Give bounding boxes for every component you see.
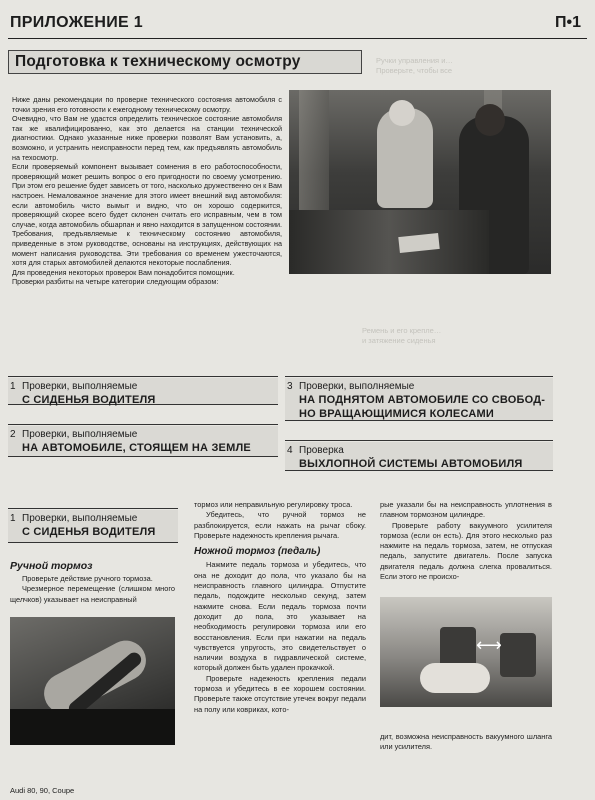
section-title: Подготовка к техническому осмотру: [15, 53, 301, 70]
brake-pedal-photo: [380, 597, 552, 707]
category-top-rule: [8, 376, 278, 377]
category-line2: С СИДЕНЬЯ ВОДИТЕЛЯ: [22, 394, 156, 406]
category-2: [8, 426, 278, 457]
intro-paragraph: Если проверяемый компонент вызывает сомнения в его работоспособности, проверяющий может решить вопрос о его пригодности по своему усмотрению. При этом его решение будет зависеть от того, насколько дружественно он к Вам настроен. Немаловажное значение для этого имеет внешний вид автомобиля: если автомобиль чисто вымыт и видно, что он хорошо содержится, проверяющий скорее всего будет склонен считать его исправным, чем в том случае, когда автомобиль обшарпан и явно находится в запущенном состоянии.: [12, 162, 282, 229]
category-line1: Проверки, выполняемые: [22, 429, 138, 440]
handbrake-heading: Ручной тормоз: [10, 560, 93, 572]
column-3-text: [380, 500, 552, 582]
category-number: 1: [10, 381, 16, 392]
category-number: 3: [287, 381, 293, 392]
intro-text: [12, 95, 282, 287]
category-line2: НА АВТОМОБИЛЕ, СТОЯЩЕМ НА ЗЕМЛЕ: [22, 442, 251, 454]
category-line1: Проверки, выполняемые: [22, 381, 138, 392]
category-top-rule: [285, 376, 553, 377]
intro-paragraph: Для проведения некоторых проверок Вам понадобится помощник.: [12, 267, 235, 277]
section1-heading: [8, 510, 178, 543]
bleed-line: Проверьте, чтобы все: [376, 66, 453, 75]
category-line3: НО ВРАЩАЮЩИМИСЯ КОЛЕСАМИ: [299, 408, 494, 420]
col2-paragraph: Проверьте надежность крепления педали тормоза и убедитесь в ее хорошем состоянии. Проверьте также отсутствие утечек вокруг педали на полу или ковриках, кото-: [194, 673, 366, 714]
page-footer: Audi 80, 90, Coupe: [10, 786, 75, 795]
category-3: [285, 378, 553, 421]
foot-brake-heading: Ножной тормоз (педаль): [194, 546, 321, 558]
bleed-line: Ремень и его крепле…: [362, 326, 442, 335]
handbrake-text: [10, 574, 175, 605]
double-arrow-icon: ⟷: [476, 635, 502, 656]
col3-paragraph: дит, возможна неисправность вакуумного шланга или усилителя.: [380, 732, 552, 752]
appendix-label: ПРИЛОЖЕНИЕ 1: [10, 14, 143, 31]
col2-paragraph: Нажмите педаль тормоза и убедитесь, что она не доходит до пола, что указало бы на неисправность главного цилиндра. Отпустите педаль, подождите несколько секунд, затем нажмите снова. Если педаль тормоза почти доходит до пола, это указывает на необходимость регулировки тормоза или его восстановления. Если при нажатии на педаль чувствуется упругость, это свидетельствует о наличии воздуха в гидравлической системе, который должен быть удален прокачкой.: [194, 560, 366, 673]
column-3-tail: [380, 732, 552, 753]
category-number: 2: [10, 429, 16, 440]
bleed-through-text: [376, 56, 576, 76]
intro-paragraph: Требования, предъявляемые к техническому состоянию автомобиля, приведенные в этом руководстве, основаны на инструкциях, действующих на момент написания руководства. Эти требования со временем ужесточаются, хотя для старых автомобилей делаются некоторые послабления.: [12, 229, 282, 268]
category-top-rule: [285, 440, 553, 441]
handbrake-photo: [10, 617, 175, 745]
section1-number: 1: [10, 513, 16, 524]
handbrake-paragraph: Чрезмерное перемещение (слишком много щелчков) указывает на неисправный: [10, 584, 175, 604]
category-1: [8, 378, 278, 405]
category-top-rule: [8, 424, 278, 425]
page-code: П•1: [555, 14, 581, 31]
col2-paragraph: тормоз или неправильную регулировку троса.: [194, 500, 353, 509]
mechanics-photo: [289, 90, 551, 274]
section1-line1: Проверки, выполняемые: [22, 513, 138, 524]
header-rule: [8, 38, 587, 39]
column-2-text: [194, 500, 366, 715]
category-4: [285, 442, 553, 471]
handbrake-paragraph: Проверьте действие ручного тормоза.: [22, 574, 153, 583]
col3-paragraph: Проверьте работу вакуумного усилителя тормоза (если он есть). Для этого несколько раз нажмите на педаль тормоза, затем, не отпуская педаль, запустите двигатель. После запуска двигателя педаль должна слегка провалиться. Если этого не происхо-: [380, 520, 552, 582]
page-header: [0, 14, 595, 38]
category-number: 4: [287, 445, 293, 456]
bleed-line: и затяжение сиденья: [362, 336, 436, 345]
section1-line2: С СИДЕНЬЯ ВОДИТЕЛЯ: [22, 526, 156, 538]
category-line2: ВЫХЛОПНОЙ СИСТЕМЫ АВТОМОБИЛЯ: [299, 458, 523, 470]
category-line1: Проверка: [299, 445, 344, 456]
section-title-box: [8, 50, 362, 74]
intro-paragraph: Очевидно, что Вам не удастся определить техническое состояние автомобиля так же квалифицированно, как это делается на станции технической диагностики. Однако указанные ниже проверки позволят Вам установить, а, возможно, и устранить неисправности перед тем, как предъявлять автомобиль на техосмотр.: [12, 114, 282, 162]
section1-top-rule: [8, 508, 178, 509]
bleed-through-text: [362, 326, 562, 346]
intro-paragraph: Ниже даны рекомендации по проверке технического состояния автомобиля с точки зрения его готовности к ежегодному техническому осмотру.: [12, 95, 282, 114]
category-line2: НА ПОДНЯТОМ АВТОМОБИЛЕ СО СВОБОД-: [299, 394, 546, 406]
col2-paragraph: Убедитесь, что ручной тормоз не разблокируется, если нажать на рычаг сбоку. Проверьте надежность крепления рычага.: [194, 510, 366, 540]
col3-paragraph: рые указали бы на неисправность уплотнения в главном тормозном цилиндре.: [380, 500, 552, 520]
category-line1: Проверки, выполняемые: [299, 381, 415, 392]
intro-paragraph: Проверки разбиты на четыре категории следующим образом:: [12, 277, 219, 287]
bleed-line: Ручки управления и…: [376, 56, 453, 65]
